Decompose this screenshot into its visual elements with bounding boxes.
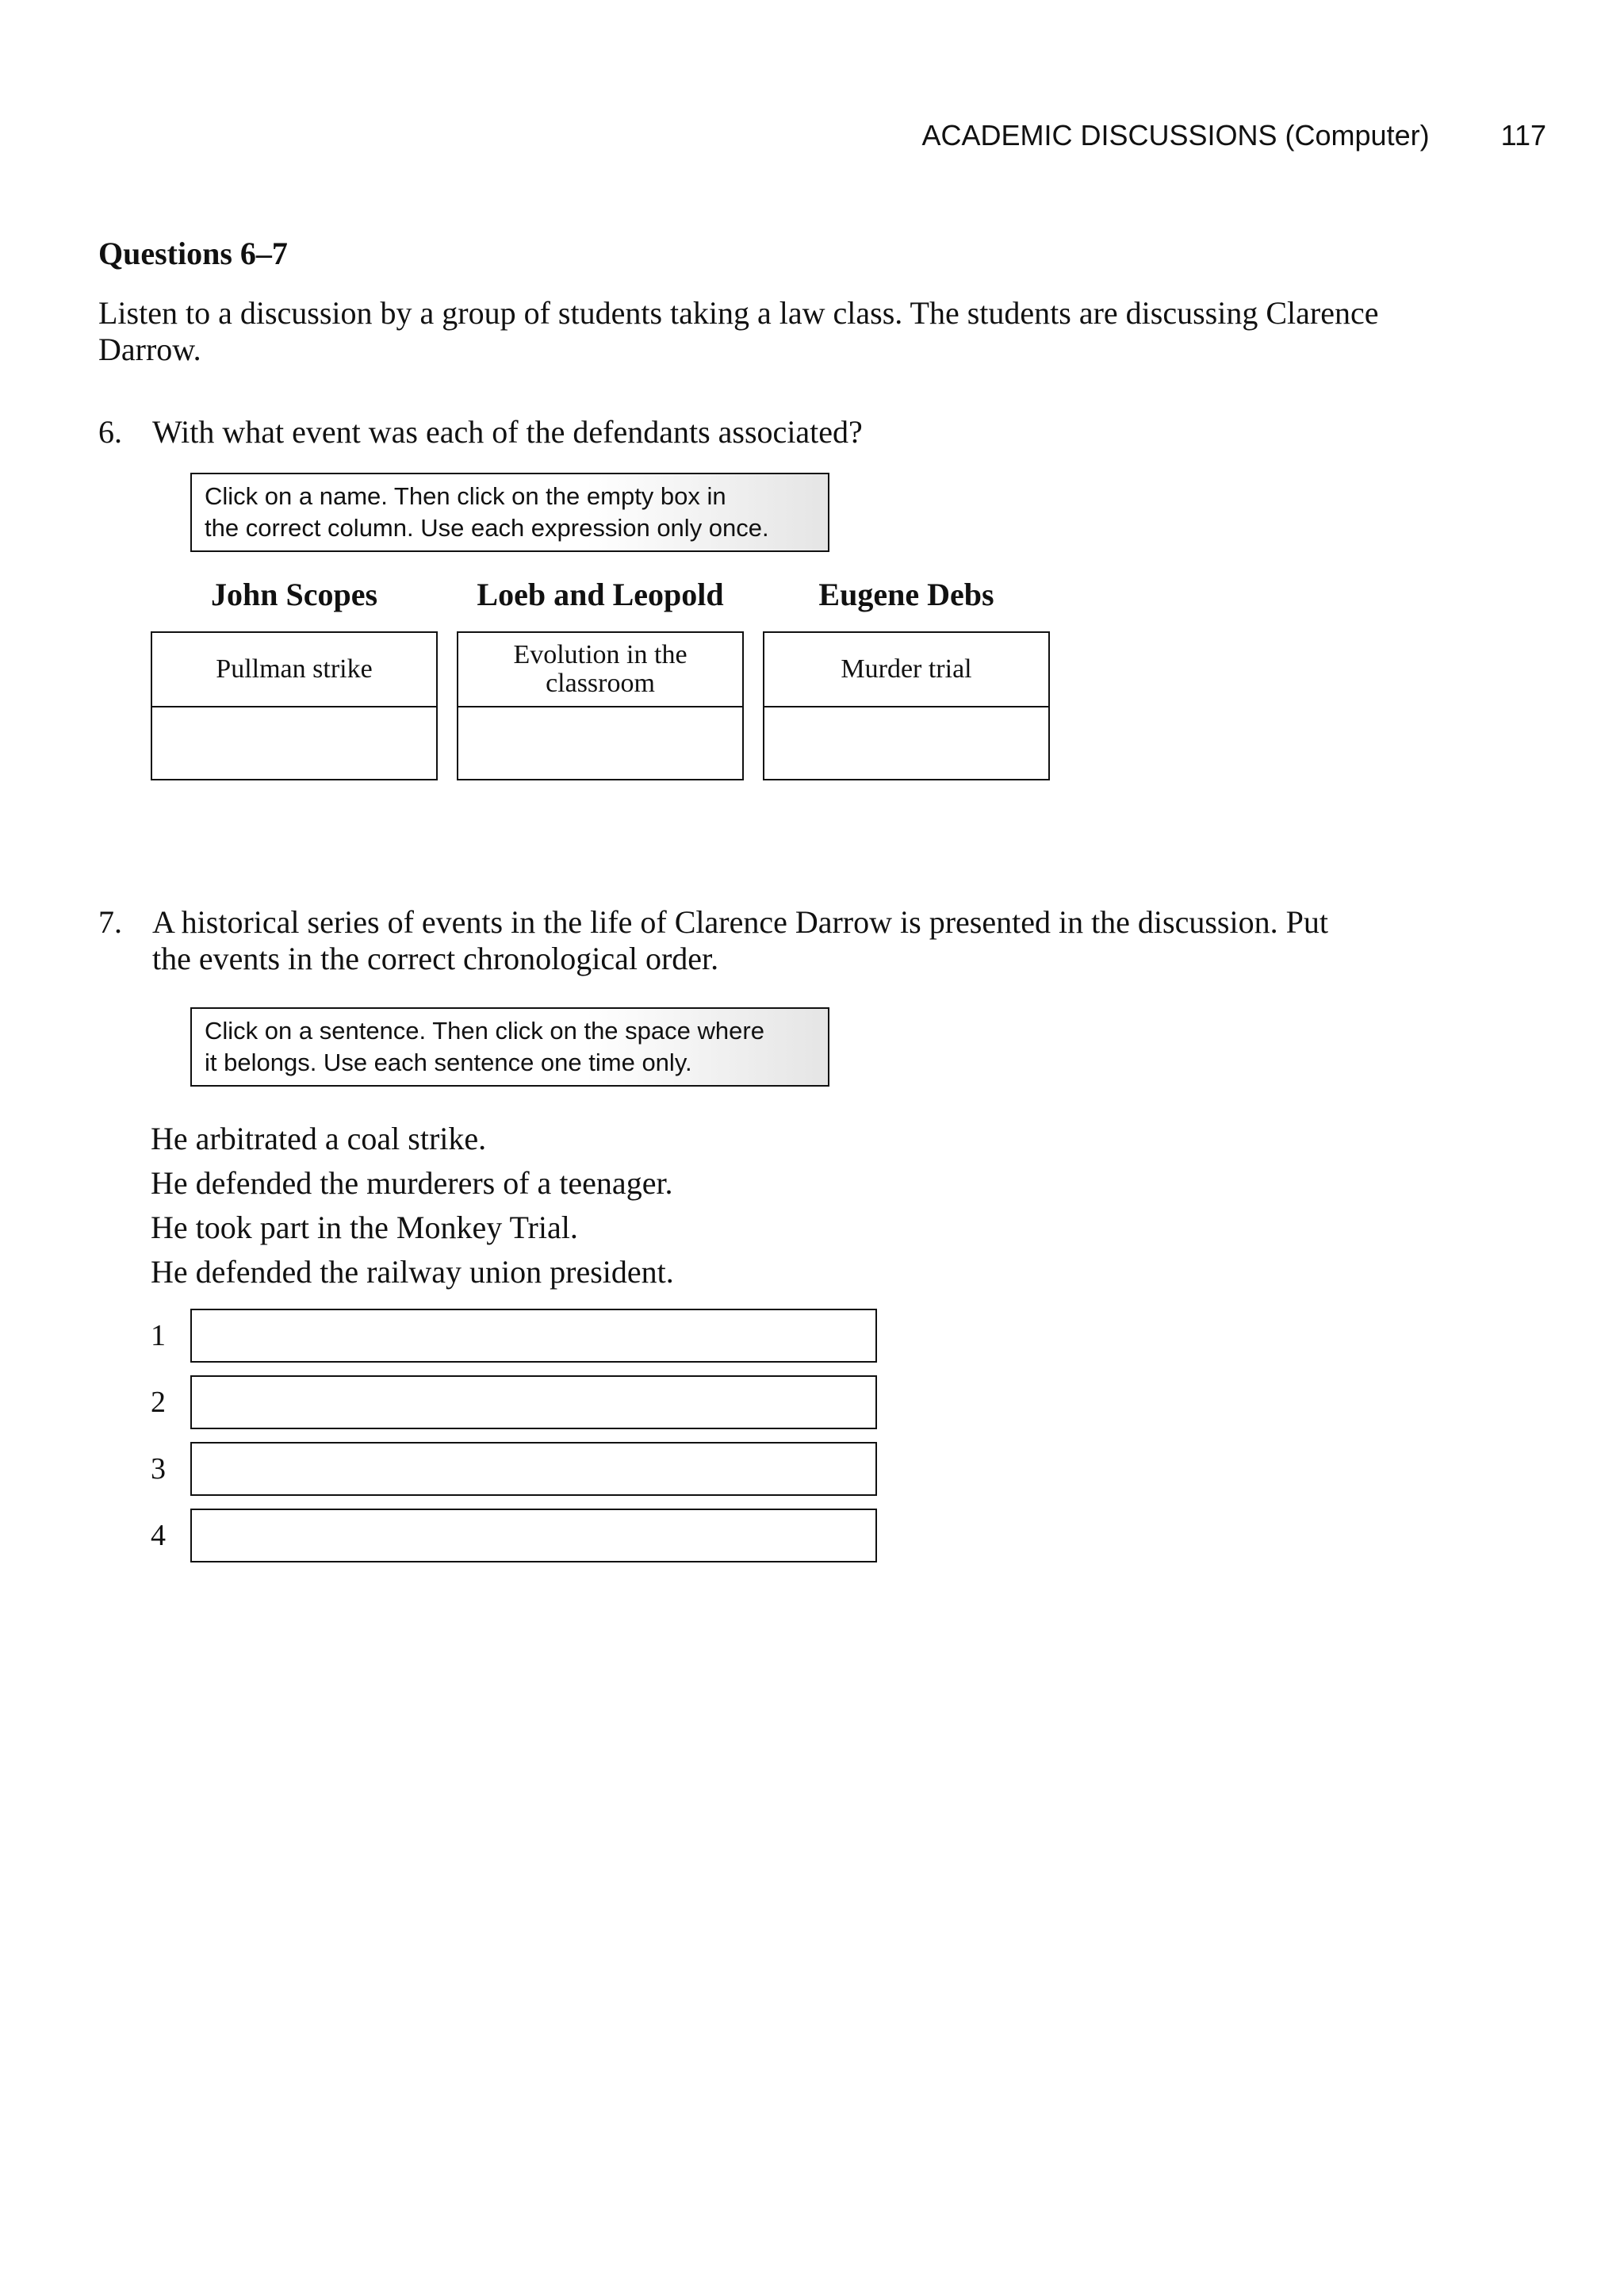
- question-number: 6.: [98, 414, 122, 450]
- empty-answer-box[interactable]: [764, 707, 1048, 780]
- column-heading-loeb-and-leopold: Loeb and Leopold: [477, 577, 724, 612]
- empty-answer-box[interactable]: [152, 707, 436, 780]
- question-text: [152, 904, 1328, 977]
- section-heading: Questions 6–7: [98, 236, 288, 271]
- order-slot-row-3: [151, 1442, 880, 1497]
- column-box-loeb-and-leopold: [457, 631, 744, 780]
- option-evolution-in-the-classroom[interactable]: Evolution in the classroom: [458, 633, 742, 707]
- question-number: 7.: [98, 904, 122, 940]
- option-murder-trial[interactable]: Murder trial: [764, 633, 1048, 707]
- column-box-john-scopes: [151, 631, 438, 780]
- slot-number: 2: [151, 1386, 166, 1419]
- page-number: 117: [1500, 119, 1546, 151]
- instruction-line: Click on a sentence. Then click on the space where: [205, 1017, 764, 1045]
- slot-number: 1: [151, 1319, 166, 1352]
- order-slot-box[interactable]: [190, 1375, 877, 1429]
- running-title: ACADEMIC DISCUSSIONS (Computer): [921, 119, 1430, 151]
- q7-instruction-box: [190, 1007, 829, 1087]
- option-pullman-strike[interactable]: Pullman strike: [152, 633, 436, 707]
- column-heading-eugene-debs: Eugene Debs: [818, 577, 994, 612]
- slot-number: 3: [151, 1452, 166, 1486]
- sentence-option[interactable]: He arbitrated a coal strike.: [151, 1121, 487, 1156]
- sentence-option[interactable]: He defended the railway union president.: [151, 1254, 674, 1290]
- order-slot-row-1: [151, 1309, 880, 1364]
- order-slot-box[interactable]: [190, 1509, 877, 1562]
- instruction-line: it belongs. Use each sentence one time only.: [205, 1049, 692, 1076]
- column-box-eugene-debs: [763, 631, 1050, 780]
- section-intro: Listen to a discussion by a group of students taking a law class. The students are discussing Clarence Darrow.: [98, 295, 1379, 367]
- empty-answer-box[interactable]: [458, 707, 742, 780]
- question-text: With what event was each of the defendants associated?: [152, 414, 863, 450]
- q6-instruction-box: [190, 473, 829, 552]
- slot-number: 4: [151, 1519, 166, 1552]
- order-slot-box[interactable]: [190, 1442, 877, 1496]
- instruction-line: the correct column. Use each expression only once.: [205, 514, 769, 542]
- instruction-line: Click on a name. Then click on the empty box in: [205, 482, 726, 510]
- order-slot-row-4: [151, 1509, 880, 1564]
- question-text-line: A historical series of events in the life of Clarence Darrow is presented in the discussion. Put: [152, 904, 1328, 940]
- sentence-options: [151, 1117, 674, 1294]
- sentence-option[interactable]: He defended the murderers of a teenager.: [151, 1165, 673, 1201]
- question-text-line: the events in the correct chronological order.: [152, 941, 719, 976]
- running-header: [921, 119, 1546, 152]
- order-slot-box[interactable]: [190, 1309, 877, 1363]
- column-heading-john-scopes: John Scopes: [210, 577, 378, 612]
- order-slot-row-2: [151, 1375, 880, 1431]
- sentence-option[interactable]: He took part in the Monkey Trial.: [151, 1210, 578, 1245]
